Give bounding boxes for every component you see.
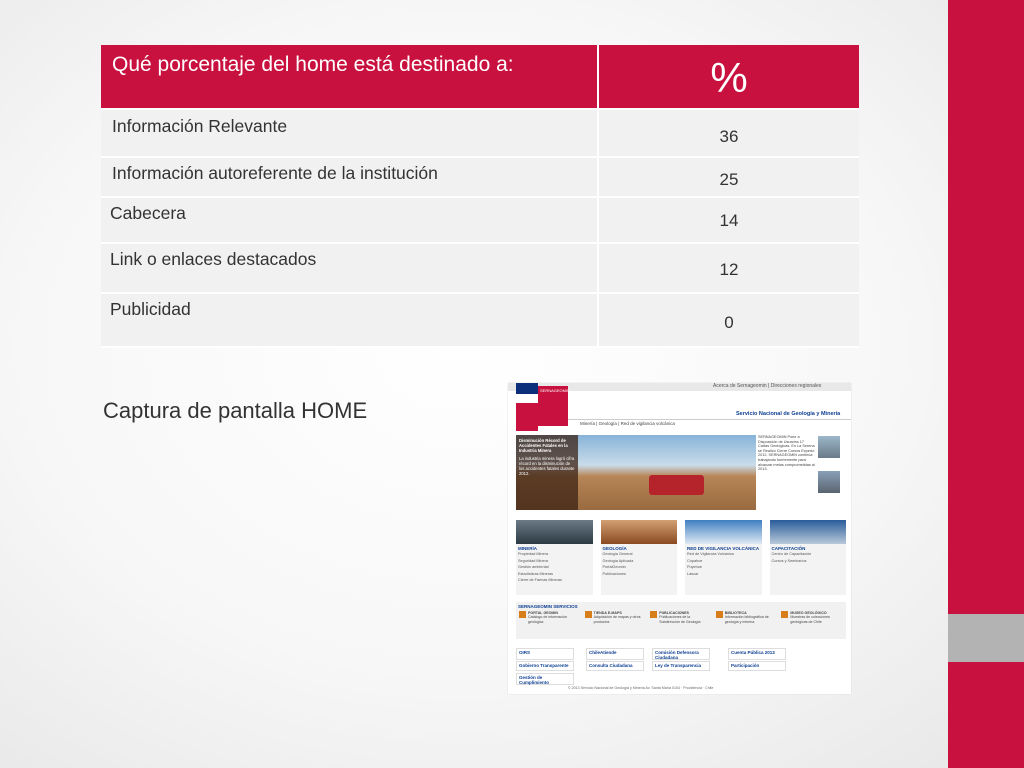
category-item: Puyehue: [687, 565, 702, 569]
category-item: Copahue: [687, 558, 703, 563]
shot-services: [516, 602, 846, 639]
truck-icon: [649, 475, 704, 495]
category-item: Gestión ambiental: [518, 565, 549, 569]
table-row: [101, 110, 859, 158]
service-icon: [716, 611, 723, 618]
percentage-table: [101, 45, 859, 348]
category-card: [601, 520, 678, 595]
service-icon: [585, 611, 592, 618]
row-label: Publicidad: [101, 294, 599, 346]
shot-nav: Minería | Geología | Red de vigilancia volcánica: [568, 419, 851, 427]
banner: Consulta Ciudadana: [586, 661, 644, 671]
banner: ChileAtiende: [586, 648, 644, 660]
shot-top-links: Acerca de Sernageomin | Direcciones regionales: [713, 383, 822, 389]
table-row: [101, 198, 859, 244]
header-unit: %: [710, 54, 748, 101]
header-question: Qué porcentaje del home está destinado a:: [101, 45, 599, 108]
category-card: [516, 520, 593, 595]
category-title: GEOLOGÍA: [602, 546, 627, 551]
category-item: Red de Vigilancia Volcánica: [687, 552, 734, 556]
news-thumb-icon: [818, 436, 840, 458]
service-item: TIENDA E-MAPS Adquisición de mapas y otros productos: [585, 611, 647, 624]
category-item: Cierre de Faenas Mineras: [518, 578, 562, 582]
row-value: 36: [719, 127, 739, 146]
shot-hero-title: Disminución Récord de Accidentes Fatales en la Industria Minera: [519, 438, 568, 453]
service-item: BIBLIOTECA Información bibliográfica de geología y minería: [716, 611, 778, 624]
service-icon: [519, 611, 526, 618]
row-label: Información autoreferente de la institución: [101, 158, 599, 196]
shot-hero-text: La industria minera logró cifra récord en la disminución de los accidentes fatales durante 2012.: [519, 456, 575, 476]
table-row: [101, 158, 859, 198]
shot-logo-text: SERNAGEOMIN: [538, 386, 568, 426]
volcano-image-icon: [685, 520, 762, 544]
row-label: Cabecera: [101, 198, 599, 242]
shot-header-title: Servicio Nacional de Geología y Minería: [736, 411, 841, 417]
screenshot-caption: Captura de pantalla HOME: [103, 398, 368, 423]
shot-footer: © 2013 Servicio Nacional de Geología y Minería Av. Santa María 0104 · Providencia · Chile: [568, 686, 714, 690]
row-value: 14: [719, 211, 739, 230]
home-screenshot: [508, 383, 851, 694]
table-header-row: [101, 45, 859, 110]
category-title: CAPACITACIÓN: [771, 546, 806, 551]
chile-logo-icon: [516, 383, 538, 433]
table-row: [101, 294, 859, 348]
category-title: MINERÍA: [518, 546, 537, 551]
category-item: Geología Aplicada: [602, 558, 634, 563]
category-item: Publicaciones: [602, 571, 626, 576]
side-bar-gray: [948, 614, 1024, 662]
banner: Comisión Defensora Ciudadana: [652, 648, 710, 660]
shot-hero-box: [516, 435, 578, 510]
service-item: MUSEO GEOLÓGICO Muestras de colecciones geológicas de Chile: [781, 611, 843, 624]
shot-side-news: SERNAGEOMIN Pone a Disposición de Usuarios 17 Cartas Geológicas. En La Serena se Realizó Cierre Cursos Experto 2012. SERNAGEOMIN continúa trabajando fuertemente para alcanzar metas comprometidas al 2013.: [758, 435, 815, 472]
category-item: Seguridad Minera: [518, 558, 548, 563]
category-card: [770, 520, 847, 595]
training-image-icon: [770, 520, 847, 544]
banner: Cuenta Pública 2013: [728, 648, 786, 660]
banner: OIRS: [516, 648, 574, 660]
banner: Ley de Transparencia: [652, 661, 710, 671]
category-item: PortalGeomin: [602, 565, 626, 569]
shot-categories: [516, 520, 846, 595]
category-item: Láscar: [687, 571, 699, 576]
side-bar-red-top: [948, 0, 1024, 614]
banner: Gobierno Transparente: [516, 661, 574, 671]
row-label: Información Relevante: [101, 110, 599, 156]
news-thumb-icon: [818, 471, 840, 493]
service-item: PUBLICACIONES Publicaciones de la Subdirección de Geología: [650, 611, 712, 624]
banner: Gestión de Cumplimiento: [516, 673, 574, 685]
category-item: Centro de Capacitación: [771, 552, 812, 556]
row-value: 25: [719, 170, 739, 189]
banner: Participación: [728, 661, 786, 671]
shot-hero-image: [516, 435, 756, 510]
services-label: SERNAGEOMIN SERVICIOS: [518, 604, 578, 609]
service-icon: [781, 611, 788, 618]
geology-image-icon: [601, 520, 678, 544]
service-icon: [650, 611, 657, 618]
category-item: Propiedad Minera: [518, 552, 548, 556]
mine-image-icon: [516, 520, 593, 544]
row-label: Link o enlaces destacados: [101, 244, 599, 292]
table-row: [101, 244, 859, 294]
category-item: Cursos y Seminarios: [771, 558, 807, 563]
category-title: RED DE VIGILANCIA VOLCÁNICA: [687, 546, 760, 551]
category-item: Estadísticas Mineras: [518, 571, 554, 576]
category-card: [685, 520, 762, 595]
service-item: PORTAL GEOMIN Catálogo de información geológica: [519, 611, 581, 624]
row-value: 0: [724, 313, 734, 332]
row-value: 12: [719, 260, 739, 279]
side-bar-red-bottom: [948, 662, 1024, 768]
category-item: Geología General: [602, 552, 633, 556]
